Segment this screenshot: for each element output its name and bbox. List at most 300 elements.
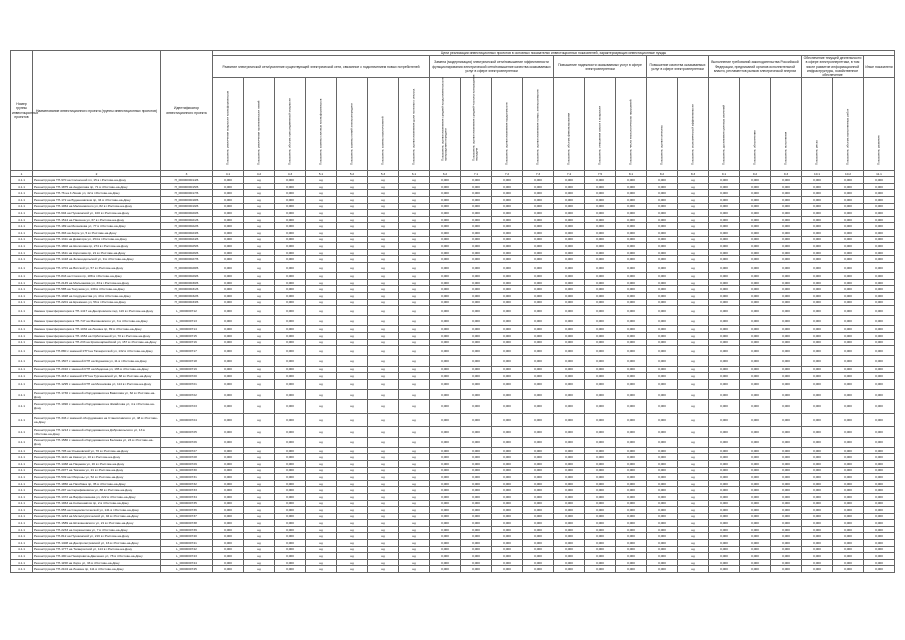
row-value: 0,000 xyxy=(430,339,461,346)
row-project-name: Реконструкция ТП-2010 с заменой КТП на Мадояна ул, 165 в г.Ростове-на-Дону xyxy=(33,366,161,373)
row-value: нд xyxy=(678,249,709,256)
sub-header-label: Показатель увеличения мощности трансформаторов xyxy=(225,90,230,165)
row-value: нд xyxy=(244,249,275,256)
row-value: 0,000 xyxy=(523,292,554,299)
row-value: 0,000 xyxy=(523,487,554,494)
row-value: 0,000 xyxy=(523,249,554,256)
row-value: 0,000 xyxy=(802,229,833,236)
row-value: 0,000 xyxy=(864,292,895,299)
row-value: 0,000 xyxy=(554,333,585,340)
row-value: 0,000 xyxy=(647,286,678,293)
row-value: 0,000 xyxy=(585,223,616,230)
row-value: 0,000 xyxy=(213,437,244,447)
row-value: 0,000 xyxy=(275,400,306,414)
row-value: 0,000 xyxy=(461,533,492,540)
row-value: 0,000 xyxy=(585,447,616,454)
row-value: нд xyxy=(368,273,399,280)
row-value: 0,000 xyxy=(771,513,802,520)
row-value: 0,000 xyxy=(616,236,647,243)
row-project-name: Реконструкция ТП-1589 на Штахановского ул, 21 в г.Ростове-на-Дону xyxy=(33,520,161,527)
row-value: 0,000 xyxy=(554,437,585,447)
row-value: 0,000 xyxy=(802,356,833,366)
row-value: 0,000 xyxy=(616,203,647,210)
row-value: 0,000 xyxy=(585,566,616,573)
row-project-name: Реконструкция ТП-1408 на Днепропетровской ул, 16 в г.Ростове-на-Дону xyxy=(33,540,161,547)
row-value: нд xyxy=(244,306,275,316)
row-value: 0,000 xyxy=(430,447,461,454)
row-project-id: L_0000000740 xyxy=(161,533,213,540)
row-number: 4.1.1 xyxy=(11,379,33,389)
row-value: нд xyxy=(368,299,399,306)
row-value: 0,000 xyxy=(616,333,647,340)
row-value: 0,000 xyxy=(585,526,616,533)
row-value: 0,000 xyxy=(802,379,833,389)
row-value: 0,000 xyxy=(771,216,802,223)
row-value: нд xyxy=(244,373,275,380)
table-row xyxy=(11,487,895,494)
row-value: 0,000 xyxy=(523,299,554,306)
row-value: 0,000 xyxy=(647,480,678,487)
row-value: нд xyxy=(368,500,399,507)
row-value: 0,000 xyxy=(523,460,554,467)
row-value: 0,000 xyxy=(864,559,895,566)
row-value: 0,000 xyxy=(430,460,461,467)
row-value: 0,000 xyxy=(740,454,771,461)
row-value: 0,000 xyxy=(213,356,244,366)
row-value: 0,000 xyxy=(492,326,523,333)
row-value: 0,000 xyxy=(647,526,678,533)
row-value: 0,000 xyxy=(492,447,523,454)
table-row xyxy=(11,493,895,500)
row-value: 0,000 xyxy=(492,236,523,243)
row-value: нд xyxy=(306,460,337,467)
row-project-name: Реконструкция ТП-1468 на Пацаева ул, 16 в г.Ростове-на-Дону xyxy=(33,460,161,467)
row-value: 0,000 xyxy=(492,540,523,547)
row-value: 0,000 xyxy=(461,190,492,197)
row-value: 0,000 xyxy=(740,400,771,414)
row-project-name: Замена трансформаторов в ТП-1032 на Ленина пр, 89 в г.Ростове-на-Дону xyxy=(33,326,161,333)
row-value: нд xyxy=(678,279,709,286)
row-value: 0,000 xyxy=(616,500,647,507)
row-value: 0,000 xyxy=(554,210,585,217)
row-value: нд xyxy=(244,546,275,553)
row-number: 4.1.1 xyxy=(11,507,33,514)
row-value: 0,000 xyxy=(647,413,678,427)
row-value: нд xyxy=(678,316,709,326)
row-value: 0,000 xyxy=(740,447,771,454)
row-value: 0,000 xyxy=(430,413,461,427)
row-value: 0,000 xyxy=(740,553,771,560)
row-value: 0,000 xyxy=(709,559,740,566)
table-row xyxy=(11,243,895,250)
row-value: 0,000 xyxy=(740,346,771,356)
row-value: 0,000 xyxy=(771,379,802,389)
row-value: нд xyxy=(399,316,430,326)
table-row xyxy=(11,447,895,454)
row-value: 0,000 xyxy=(802,216,833,223)
row-value: нд xyxy=(368,540,399,547)
row-value: нд xyxy=(368,203,399,210)
row-value: 0,000 xyxy=(461,427,492,437)
row-value: 0,000 xyxy=(802,256,833,263)
row-value: 0,000 xyxy=(492,333,523,340)
row-value: 0,000 xyxy=(213,286,244,293)
row-number: 4.1.1 xyxy=(11,243,33,250)
row-value: 0,000 xyxy=(709,373,740,380)
header-group-3: Повышение надежности оказываемых услуг в сфере электроэнергетики xyxy=(554,56,647,78)
row-value: 0,000 xyxy=(740,373,771,380)
row-value: 0,000 xyxy=(740,493,771,500)
table-row xyxy=(11,326,895,333)
row-value: нд xyxy=(337,243,368,250)
row-value: 0,000 xyxy=(771,507,802,514)
row-value: нд xyxy=(368,379,399,389)
row-value: 0,000 xyxy=(740,306,771,316)
row-value: 0,000 xyxy=(585,413,616,427)
row-value: нд xyxy=(337,197,368,204)
row-number: 4.1.1 xyxy=(11,279,33,286)
row-value: 0,000 xyxy=(461,520,492,527)
row-value: нд xyxy=(678,177,709,184)
row-value: 0,000 xyxy=(771,566,802,573)
row-value: 0,000 xyxy=(554,546,585,553)
row-value: 0,000 xyxy=(461,437,492,447)
row-value: 0,000 xyxy=(523,339,554,346)
row-value: 0,000 xyxy=(430,229,461,236)
row-value: 0,000 xyxy=(833,487,864,494)
row-number: 4.1.1 xyxy=(11,500,33,507)
row-value: 0,000 xyxy=(492,480,523,487)
row-number: 4.1.1 xyxy=(11,299,33,306)
row-value: 0,000 xyxy=(275,177,306,184)
row-value: нд xyxy=(337,553,368,560)
row-value: нд xyxy=(337,190,368,197)
row-value: 0,000 xyxy=(647,500,678,507)
row-value: нд xyxy=(244,177,275,184)
row-value: нд xyxy=(306,292,337,299)
row-value: 0,000 xyxy=(802,210,833,217)
row-project-id: L_0000000733 xyxy=(161,487,213,494)
row-value: 0,000 xyxy=(864,262,895,272)
row-project-id: L_0000000717 xyxy=(161,346,213,356)
row-value: 0,000 xyxy=(275,553,306,560)
row-value: 0,000 xyxy=(771,210,802,217)
row-value: 0,000 xyxy=(864,526,895,533)
row-value: 0,000 xyxy=(554,183,585,190)
row-value: 0,000 xyxy=(647,339,678,346)
row-value: 0,000 xyxy=(523,427,554,437)
row-value: нд xyxy=(244,183,275,190)
row-value: 0,000 xyxy=(554,216,585,223)
row-value: 0,000 xyxy=(616,223,647,230)
row-value: 0,000 xyxy=(833,427,864,437)
row-number: 4.1.1 xyxy=(11,339,33,346)
row-value: 0,000 xyxy=(554,190,585,197)
row-value: 0,000 xyxy=(647,507,678,514)
row-value: нд xyxy=(306,474,337,481)
row-value: нд xyxy=(399,447,430,454)
row-value: нд xyxy=(337,216,368,223)
row-value: 0,000 xyxy=(585,500,616,507)
row-value: нд xyxy=(306,177,337,184)
row-value: 0,000 xyxy=(523,279,554,286)
table-row xyxy=(11,500,895,507)
row-value: 0,000 xyxy=(523,546,554,553)
row-value: 0,000 xyxy=(802,427,833,437)
row-value: 0,000 xyxy=(864,540,895,547)
row-value: 0,000 xyxy=(771,390,802,400)
row-value: 0,000 xyxy=(523,223,554,230)
header-group-5: Выполнение требований законодательства Российской Федерации, предписаний органов исполнительной власти, регламентов рынков электрической энергии xyxy=(709,56,802,78)
row-value: 0,000 xyxy=(802,203,833,210)
row-number: 4.1.1 xyxy=(11,216,33,223)
row-value: 0,000 xyxy=(709,346,740,356)
row-value: нд xyxy=(306,427,337,437)
row-value: 0,000 xyxy=(616,493,647,500)
row-value: 0,000 xyxy=(275,333,306,340)
row-value: 0,000 xyxy=(616,292,647,299)
row-value: 0,000 xyxy=(740,223,771,230)
row-value: 0,000 xyxy=(430,177,461,184)
row-value: нд xyxy=(337,526,368,533)
row-value: 0,000 xyxy=(771,256,802,263)
row-value: 0,000 xyxy=(802,249,833,256)
row-number: 4.1.1 xyxy=(11,183,33,190)
table-row xyxy=(11,256,895,263)
row-value: 0,000 xyxy=(740,183,771,190)
row-value: нд xyxy=(306,346,337,356)
row-value: 0,000 xyxy=(430,520,461,527)
row-value: 0,000 xyxy=(740,236,771,243)
row-value: нд xyxy=(678,262,709,272)
row-project-id: L_0000000712 xyxy=(161,306,213,316)
row-project-name: Реконструкция ТП-970 на Солнечной пл, 15 в г.Ростове-на-Дону xyxy=(33,177,161,184)
row-value: нд xyxy=(244,540,275,547)
row-value: 0,000 xyxy=(523,346,554,356)
investment-projects-sheet xyxy=(10,50,892,573)
row-value: 0,000 xyxy=(554,427,585,437)
row-value: нд xyxy=(306,190,337,197)
row-project-name: Замена трансформаторов в ТП-1654 на Орбитальной ул, 70 в г.Ростове-на-Дону xyxy=(33,333,161,340)
row-value: нд xyxy=(306,229,337,236)
row-value: нд xyxy=(337,480,368,487)
row-value: нд xyxy=(678,546,709,553)
row-value: 0,000 xyxy=(864,487,895,494)
row-value: нд xyxy=(678,437,709,447)
row-value: 0,000 xyxy=(864,447,895,454)
row-value: 0,000 xyxy=(523,559,554,566)
row-value: 0,000 xyxy=(771,447,802,454)
row-value: 0,000 xyxy=(554,203,585,210)
row-value: 0,000 xyxy=(616,513,647,520)
row-project-id: L_0000000721 xyxy=(161,379,213,389)
row-value: 0,000 xyxy=(616,279,647,286)
row-project-name: Реконструкция ТП-418 с заменой КТП на Тургеневской ул, 68 в г.Ростове-на-Дону xyxy=(33,373,161,380)
row-value: 0,000 xyxy=(492,413,523,427)
sub-header-label: Показатель экономической эффективности xyxy=(690,104,695,165)
row-value: 0,000 xyxy=(864,520,895,527)
row-value: 0,000 xyxy=(647,487,678,494)
column-index: 5.3 xyxy=(368,171,399,177)
table-row xyxy=(11,413,895,427)
row-project-id: H_0000000020/6 xyxy=(161,210,213,217)
row-value: 0,000 xyxy=(616,299,647,306)
row-value: 0,000 xyxy=(275,249,306,256)
row-value: 0,000 xyxy=(647,229,678,236)
row-project-name: Реконструкция ТП-585 на Текучева ул, 139 в г.Ростове-на-Дону xyxy=(33,286,161,293)
row-project-id: H_0000000015/6 xyxy=(161,183,213,190)
row-value: 0,000 xyxy=(492,339,523,346)
row-value: нд xyxy=(399,177,430,184)
row-value: 0,000 xyxy=(523,533,554,540)
row-value: нд xyxy=(678,400,709,414)
row-value: 0,000 xyxy=(461,273,492,280)
row-value: нд xyxy=(244,256,275,263)
row-value: 0,000 xyxy=(833,256,864,263)
row-value: 0,000 xyxy=(740,540,771,547)
row-value: 0,000 xyxy=(802,236,833,243)
row-project-id: H_0000000017/6 xyxy=(161,190,213,197)
row-value: 0,000 xyxy=(461,306,492,316)
table-row xyxy=(11,339,895,346)
sub-header-label: Показатель развития xyxy=(876,135,881,165)
row-value: 0,000 xyxy=(864,500,895,507)
table-row xyxy=(11,454,895,461)
column-index: 7.5 xyxy=(585,171,616,177)
row-value: нд xyxy=(399,339,430,346)
row-value: 0,000 xyxy=(275,480,306,487)
row-value: 0,000 xyxy=(585,454,616,461)
row-value: 0,000 xyxy=(616,487,647,494)
row-value: 0,000 xyxy=(585,183,616,190)
row-value: нд xyxy=(244,356,275,366)
row-value: нд xyxy=(244,533,275,540)
row-value: 0,000 xyxy=(616,306,647,316)
row-value: 0,000 xyxy=(430,467,461,474)
column-index: 5.2 xyxy=(337,171,368,177)
row-value: нд xyxy=(399,533,430,540)
row-value: нд xyxy=(399,520,430,527)
row-value: 0,000 xyxy=(554,286,585,293)
row-value: 0,000 xyxy=(771,177,802,184)
row-value: 0,000 xyxy=(709,326,740,333)
row-value: 0,000 xyxy=(864,326,895,333)
row-value: 0,000 xyxy=(492,190,523,197)
row-value: нд xyxy=(399,454,430,461)
row-value: нд xyxy=(368,316,399,326)
column-index: 2 xyxy=(33,171,161,177)
row-project-id: L_0000000745 xyxy=(161,566,213,573)
row-value: 0,000 xyxy=(771,299,802,306)
row-value: 0,000 xyxy=(771,413,802,427)
row-value: 0,000 xyxy=(492,243,523,250)
header-group-2: Замена (модернизация) электрической сети/повышение эффективности функционирования электрической сети/повышение качества оказываемых услуг в сфере электроэнергетики xyxy=(430,56,554,78)
row-value: 0,000 xyxy=(740,216,771,223)
row-value: 0,000 xyxy=(523,326,554,333)
row-value: 0,000 xyxy=(213,460,244,467)
row-value: нд xyxy=(678,447,709,454)
row-value: 0,000 xyxy=(275,197,306,204)
row-value: 0,000 xyxy=(213,279,244,286)
row-value: 0,000 xyxy=(740,480,771,487)
row-value: нд xyxy=(337,400,368,414)
row-value: нд xyxy=(306,546,337,553)
row-project-name: Замена трансформаторов в ТП-747 на Малиновского ул, 3 в г.Ростове-на-Дону xyxy=(33,316,161,326)
row-value: 0,000 xyxy=(585,243,616,250)
row-value: 0,000 xyxy=(585,346,616,356)
row-value: 0,000 xyxy=(492,356,523,366)
row-value: 0,000 xyxy=(709,400,740,414)
row-value: нд xyxy=(337,413,368,427)
row-value: 0,000 xyxy=(275,273,306,280)
row-value: 0,000 xyxy=(616,216,647,223)
row-value: 0,000 xyxy=(430,326,461,333)
row-value: нд xyxy=(678,427,709,437)
row-project-id: L_0000000728 xyxy=(161,454,213,461)
row-value: 0,000 xyxy=(461,474,492,481)
row-number: 4.1.1 xyxy=(11,447,33,454)
row-value: нд xyxy=(244,223,275,230)
row-value: 0,000 xyxy=(709,413,740,427)
row-value: 0,000 xyxy=(647,316,678,326)
row-value: 0,000 xyxy=(585,390,616,400)
row-value: 0,000 xyxy=(802,413,833,427)
sub-header-label: Показатель объема финансирования xyxy=(566,112,571,165)
row-value: 0,000 xyxy=(833,546,864,553)
sub-header-label: Показатель замены линий электропередачи xyxy=(349,103,354,165)
row-value: 0,000 xyxy=(430,373,461,380)
row-value: нд xyxy=(368,507,399,514)
row-value: 0,000 xyxy=(709,487,740,494)
row-value: 0,000 xyxy=(213,413,244,427)
row-value: нд xyxy=(244,427,275,437)
row-value: 0,000 xyxy=(430,480,461,487)
row-value: 0,000 xyxy=(275,520,306,527)
row-number: 4.1.1 xyxy=(11,333,33,340)
row-number: 4.1.1 xyxy=(11,559,33,566)
row-value: 0,000 xyxy=(802,553,833,560)
row-project-id: L_0000000719 xyxy=(161,366,213,373)
row-value: нд xyxy=(399,526,430,533)
table-row xyxy=(11,316,895,326)
row-project-name: Реконструкция ТП-1311 на Доватора ул, 154 в г.Ростове-на-Дону xyxy=(33,236,161,243)
row-value: нд xyxy=(678,540,709,547)
row-value: 0,000 xyxy=(430,203,461,210)
row-value: 0,000 xyxy=(616,229,647,236)
row-value: 0,000 xyxy=(833,339,864,346)
row-value: 0,000 xyxy=(802,507,833,514)
row-value: 0,000 xyxy=(523,467,554,474)
row-value: 0,000 xyxy=(864,533,895,540)
row-value: 0,000 xyxy=(430,273,461,280)
row-value: 0,000 xyxy=(213,513,244,520)
row-value: 0,000 xyxy=(802,460,833,467)
row-value: 0,000 xyxy=(585,474,616,481)
row-value: 0,000 xyxy=(430,316,461,326)
row-project-id: L_0000000732 xyxy=(161,480,213,487)
row-value: 0,000 xyxy=(275,190,306,197)
sub-header-label: Показатель отношения затрат к мощности xyxy=(597,105,602,165)
row-value: нд xyxy=(399,292,430,299)
row-value: 0,000 xyxy=(213,333,244,340)
row-value: 0,000 xyxy=(647,223,678,230)
row-number: 4.1.1 xyxy=(11,460,33,467)
row-number: 4.1.1 xyxy=(11,197,33,204)
row-value: 0,000 xyxy=(864,460,895,467)
row-value: 0,000 xyxy=(492,379,523,389)
column-index: 1 xyxy=(11,171,33,177)
row-number: 4.1.1 xyxy=(11,520,33,527)
